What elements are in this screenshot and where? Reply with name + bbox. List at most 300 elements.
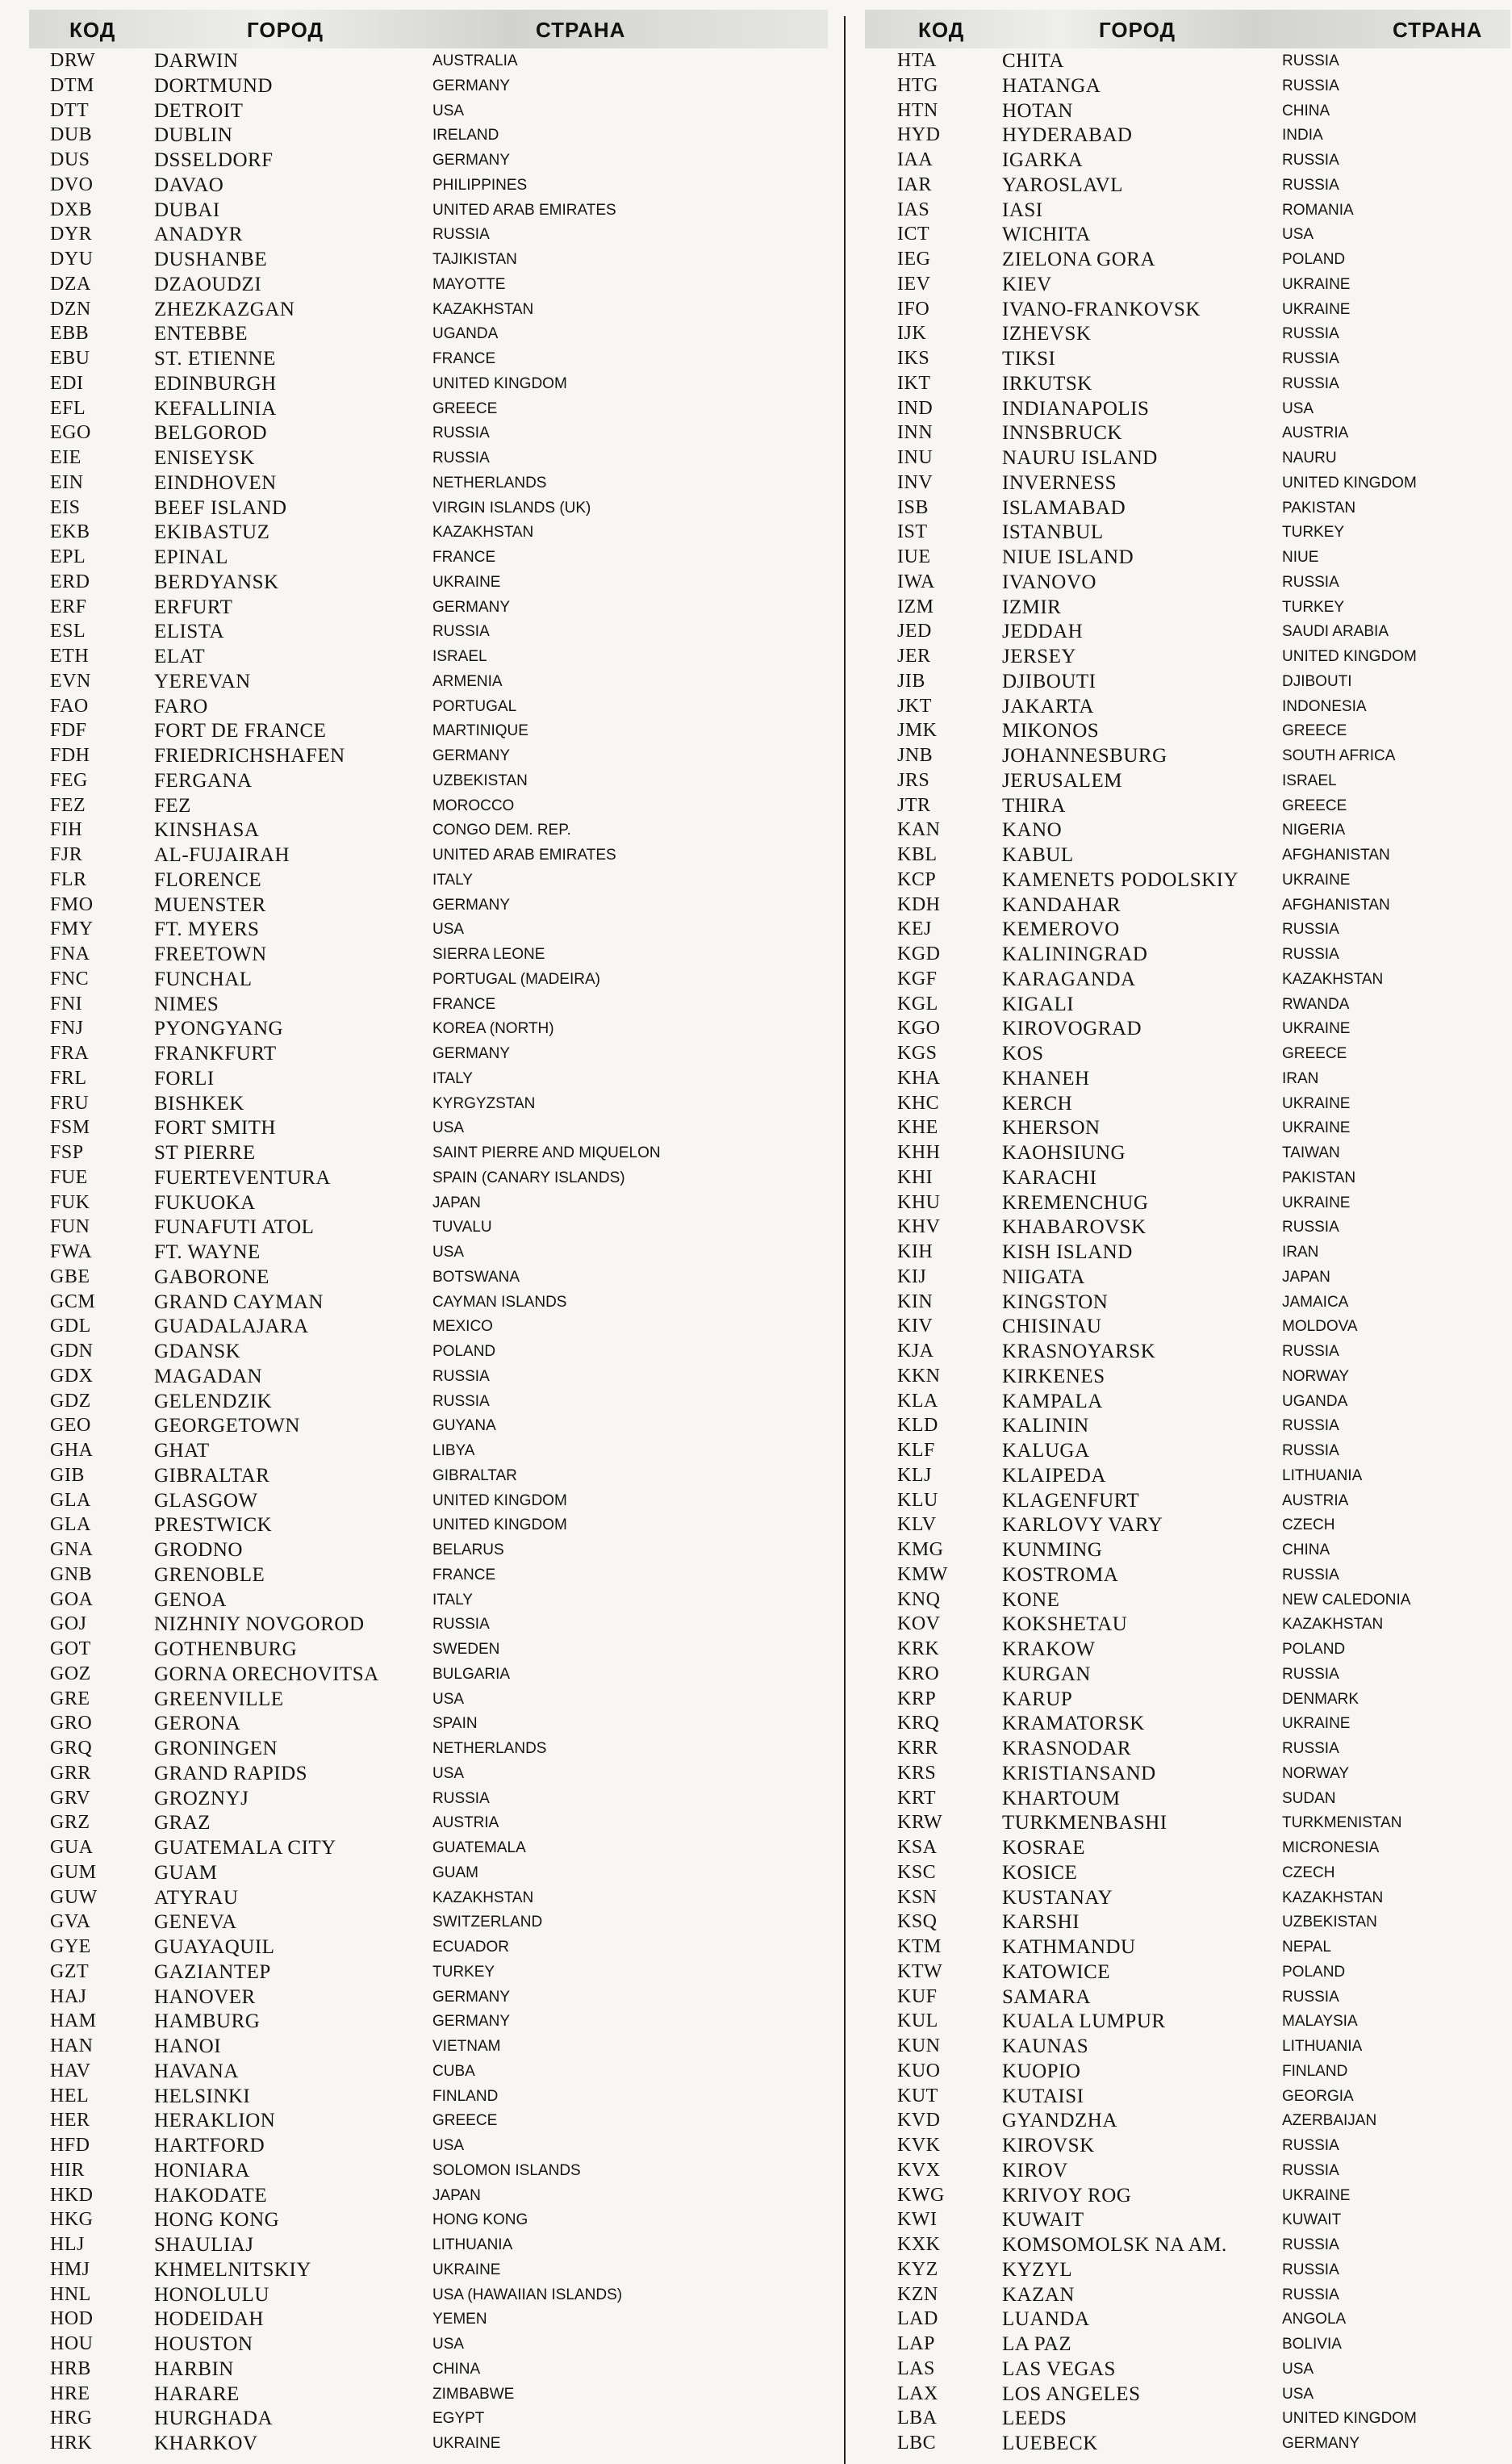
airport-country: USA — [432, 1690, 465, 1708]
airport-country: UKRAINE — [1282, 1094, 1351, 1112]
airport-code: KSA — [897, 1837, 938, 1858]
airport-country: RUSSIA — [1282, 374, 1339, 392]
airport-code: KTW — [897, 1960, 943, 1982]
airport-city: GERONA — [154, 1713, 241, 1735]
airport-city: KUSTANAY — [1002, 1886, 1113, 1909]
airport-country: IRAN — [1282, 1069, 1319, 1087]
airport-city: FLORENCE — [154, 868, 262, 891]
airport-code: FNJ — [50, 1018, 84, 1040]
airport-country: LITHUANIA — [1282, 1466, 1363, 1484]
airport-city: GLASGOW — [154, 1489, 258, 1512]
airport-row — [865, 471, 1510, 496]
airport-city: TURKMENBASHI — [1002, 1812, 1167, 1834]
airport-city: HURGHADA — [154, 2408, 274, 2430]
airport-code: EBB — [50, 323, 90, 345]
airport-city: IRKUTSK — [1002, 372, 1092, 395]
airport-country: GERMANY — [1282, 2435, 1360, 2452]
airport-row — [29, 1438, 828, 1463]
airport-row — [865, 420, 1510, 446]
airport-code: KUF — [897, 1985, 938, 2007]
airport-city: KERCH — [1002, 1092, 1073, 1115]
airport-row — [29, 967, 828, 992]
airport-country: RUSSIA — [1282, 946, 1339, 963]
airport-code: ISB — [897, 496, 929, 518]
airport-code: HFD — [50, 2135, 90, 2156]
airport-country: TAIWAN — [1282, 1144, 1340, 1161]
airport-code: JED — [897, 621, 932, 642]
airport-row — [29, 1736, 828, 1761]
header-city: ГОРОД — [247, 18, 324, 42]
airport-country: NORWAY — [1282, 1367, 1350, 1385]
airport-country: USA — [432, 1244, 465, 1261]
airport-country: CUBA — [432, 2062, 475, 2080]
airport-country: NETHERLANDS — [432, 1740, 547, 1757]
airport-city: ENISEYSK — [154, 447, 255, 469]
airport-city: KOSICE — [1002, 1861, 1078, 1884]
airport-country: ISRAEL — [432, 648, 487, 665]
airport-city: GUAM — [154, 1861, 218, 1884]
airport-country: ITALY — [432, 1069, 473, 1087]
airport-row — [865, 446, 1510, 471]
airport-code: HIR — [50, 2159, 85, 2181]
airport-city: ERFURT — [154, 596, 233, 618]
airport-code: IFO — [897, 298, 930, 320]
airport-code: HAN — [50, 2035, 94, 2056]
airport-row — [865, 1364, 1510, 1389]
airport-country: RUSSIA — [1282, 1566, 1339, 1583]
airport-code: HAV — [50, 2060, 91, 2081]
airport-country: IRAN — [1282, 1244, 1319, 1261]
airport-country: GREECE — [1282, 1045, 1347, 1062]
airport-row — [29, 718, 828, 743]
airport-city: KOSTROMA — [1002, 1563, 1119, 1586]
airport-code: KRO — [897, 1663, 940, 1684]
airport-row — [29, 1091, 828, 1116]
airport-city: MAGADAN — [154, 1365, 263, 1387]
airport-row — [865, 520, 1510, 545]
airport-row — [29, 1662, 828, 1687]
airport-row — [865, 272, 1510, 297]
airport-country: GERMANY — [432, 77, 511, 94]
airport-row — [865, 123, 1510, 148]
airport-city: KARLOVY VARY — [1002, 1514, 1163, 1537]
airport-code: LAX — [897, 2382, 938, 2404]
airport-row — [29, 1537, 828, 1562]
airport-code: EPL — [50, 546, 86, 567]
airport-country: MICRONESIA — [1282, 1839, 1380, 1856]
airport-city: EDINBURGH — [154, 372, 277, 395]
airport-country: HONG KONG — [432, 2211, 528, 2229]
airport-code: GHA — [50, 1440, 94, 1461]
airport-row — [865, 1960, 1510, 1985]
airport-country: DJIBOUTI — [1282, 672, 1352, 690]
airport-city: CHITA — [1002, 50, 1064, 72]
airport-city: GIBRALTAR — [154, 1464, 270, 1487]
airport-code: FDF — [50, 720, 87, 742]
airport-row — [29, 48, 828, 73]
airport-country: ROMANIA — [1282, 201, 1354, 219]
airport-code: DZA — [50, 273, 91, 295]
airport-city: ST PIERRE — [154, 1142, 256, 1164]
airport-row — [865, 2059, 1510, 2084]
airport-code: KVD — [897, 2110, 941, 2131]
airport-city: CHISINAU — [1002, 1316, 1102, 1338]
airport-country: GERMANY — [432, 1988, 511, 2006]
airport-code: FRL — [50, 1067, 87, 1089]
airport-city: KAUNAS — [1002, 2035, 1089, 2057]
airport-city: KIEV — [1002, 273, 1052, 295]
airport-row — [865, 1389, 1510, 1414]
airport-row — [29, 793, 828, 818]
airport-city: KHARKOV — [154, 2433, 258, 2454]
airport-row — [29, 2183, 828, 2208]
airport-country: RUSSIA — [1282, 1343, 1339, 1360]
airport-country: UKRAINE — [1282, 275, 1351, 293]
airport-country: UNITED KINGDOM — [432, 374, 567, 392]
airport-row — [865, 1016, 1510, 1041]
airport-country: MARTINIQUE — [432, 722, 528, 740]
airport-code: KRW — [897, 1812, 943, 1834]
airport-country: MOROCCO — [432, 797, 515, 814]
airport-city: KLAIPEDA — [1002, 1464, 1106, 1487]
airport-row — [865, 1240, 1510, 1265]
airport-city: GORNA ORECHOVITSA — [154, 1663, 379, 1685]
airport-code: KRK — [897, 1638, 940, 1659]
airport-row — [29, 1140, 828, 1165]
airport-country: UZBEKISTAN — [1282, 1914, 1377, 1931]
airport-code: KYZ — [897, 2258, 938, 2280]
airport-city: THIRA — [1002, 794, 1066, 817]
right-airport-list — [865, 48, 1510, 2456]
airport-country: KAZAKHSTAN — [1282, 1889, 1384, 1906]
airport-code: EGO — [50, 422, 91, 444]
airport-code: DVO — [50, 174, 94, 195]
airport-country: GEORGIA — [1282, 2087, 1354, 2105]
airport-row — [865, 1761, 1510, 1786]
airport-code: KLU — [897, 1489, 938, 1511]
airport-city: LA PAZ — [1002, 2333, 1072, 2355]
airport-country: ARMENIA — [432, 672, 503, 690]
airport-country: RUSSIA — [432, 425, 490, 442]
airport-row — [865, 743, 1510, 768]
airport-code: HKD — [50, 2184, 94, 2206]
airport-row — [29, 396, 828, 421]
airport-row — [865, 73, 1510, 98]
airport-city: KUTAISI — [1002, 2085, 1084, 2107]
airport-country: KAZAKHSTAN — [432, 1889, 534, 1906]
airport-code: KSC — [897, 1861, 937, 1883]
airport-city: GRENOBLE — [154, 1563, 265, 1586]
airport-row — [865, 1985, 1510, 2010]
airport-city: DORTMUND — [154, 74, 273, 97]
airport-code: EIS — [50, 496, 81, 518]
airport-country: UNITED ARAB EMIRATES — [432, 201, 616, 219]
airport-code: FUE — [50, 1166, 88, 1188]
airport-country: AFGHANISTAN — [1282, 896, 1390, 914]
airport-row — [29, 1588, 828, 1613]
airport-code: KMG — [897, 1539, 944, 1560]
airport-city: FT. MYERS — [154, 918, 260, 941]
airport-city: FERGANA — [154, 769, 253, 792]
airport-country: UGANDA — [1282, 1392, 1348, 1410]
airport-row — [29, 471, 828, 496]
airport-country: YEMEN — [432, 2311, 487, 2328]
airport-city: HELSINKI — [154, 2085, 251, 2107]
airport-city: GENEVA — [154, 1911, 237, 1934]
airport-row — [29, 768, 828, 793]
airport-city: KHERSON — [1002, 1117, 1101, 1140]
airport-row — [865, 669, 1510, 694]
airport-country: LITHUANIA — [432, 2236, 513, 2253]
airport-code: KVK — [897, 2135, 941, 2156]
airport-city: LEEDS — [1002, 2408, 1067, 2430]
airport-city: KUOPIO — [1002, 2060, 1081, 2082]
airport-code: KHU — [897, 1191, 941, 1213]
airport-city: DARWIN — [154, 50, 239, 72]
airport-code: HRK — [50, 2433, 93, 2454]
airport-row — [865, 1091, 1510, 1116]
airport-row — [865, 644, 1510, 669]
airport-city: IASI — [1002, 199, 1043, 221]
airport-code: KUN — [897, 2035, 941, 2056]
airport-country: PORTUGAL (MADEIRA) — [432, 970, 600, 988]
airport-row — [29, 992, 828, 1017]
airport-row — [29, 1165, 828, 1190]
airport-row — [865, 2307, 1510, 2332]
airport-code: KUL — [897, 2010, 938, 2032]
airport-country: RUSSIA — [432, 1616, 490, 1634]
airport-country: EGYPT — [432, 2410, 485, 2428]
airport-country: AUSTRIA — [432, 1814, 499, 1832]
airport-city: DZAOUDZI — [154, 273, 262, 295]
airport-code: GUW — [50, 1886, 98, 1908]
airport-country: UKRAINE — [1282, 1194, 1351, 1211]
airport-row — [865, 2357, 1510, 2382]
airport-code: HKG — [50, 2209, 94, 2231]
airport-code: KLJ — [897, 1464, 932, 1486]
airport-row — [29, 73, 828, 98]
airport-code: GVA — [50, 1911, 91, 1933]
airport-city: BELGOROD — [154, 422, 268, 445]
airport-code: GDL — [50, 1316, 91, 1337]
airport-city: LOS ANGELES — [1002, 2382, 1141, 2405]
airport-row — [29, 1985, 828, 2010]
header-code: КОД — [69, 18, 116, 42]
airport-row — [29, 2307, 828, 2332]
airport-row — [29, 1314, 828, 1339]
airport-row — [29, 1488, 828, 1513]
airport-code: LAD — [897, 2308, 938, 2330]
airport-country: RUSSIA — [1282, 1740, 1339, 1757]
airport-row — [29, 1512, 828, 1537]
airport-country: SWEDEN — [432, 1641, 500, 1658]
airport-country: USA — [1282, 2360, 1314, 2378]
airport-country: TAJIKISTAN — [432, 251, 517, 268]
airport-city: KISH ISLAND — [1002, 1241, 1133, 1263]
airport-row — [29, 644, 828, 669]
airport-country: RUSSIA — [1282, 2161, 1339, 2179]
airport-city: ATYRAU — [154, 1886, 239, 1909]
airport-row — [865, 2133, 1510, 2158]
airport-code: KUO — [897, 2060, 941, 2081]
airport-city: KARSHI — [1002, 1911, 1080, 1934]
airport-city: GRAZ — [154, 1812, 211, 1834]
airport-code: IAA — [897, 149, 934, 170]
airport-city: GRODNO — [154, 1539, 243, 1561]
airport-code: GRQ — [50, 1738, 93, 1759]
airport-row — [865, 818, 1510, 843]
airport-city: LAS VEGAS — [1002, 2357, 1116, 2380]
airport-country: POLAND — [1282, 1963, 1346, 1981]
airport-row — [29, 2232, 828, 2257]
airport-city: INVERNESS — [1002, 471, 1117, 494]
airport-city: HOTAN — [1002, 99, 1073, 122]
airport-code: GRE — [50, 1688, 90, 1709]
airport-code: GRO — [50, 1713, 93, 1734]
airport-row — [29, 272, 828, 297]
airport-city: YEREVAN — [154, 670, 251, 692]
airport-country: GUATEMALA — [432, 1839, 526, 1856]
airport-row — [29, 2158, 828, 2183]
airport-city: HONG KONG — [154, 2209, 280, 2232]
airport-country: USA — [1282, 226, 1314, 244]
airport-city: FORLI — [154, 1067, 215, 1090]
airport-code: ERF — [50, 596, 87, 617]
airport-row — [29, 1637, 828, 1662]
airport-code: KGF — [897, 968, 938, 989]
airport-row — [29, 1860, 828, 1885]
airport-row — [29, 1761, 828, 1786]
left-airport-list — [29, 48, 828, 2456]
airport-code: FEZ — [50, 794, 86, 816]
airport-city: GAZIANTEP — [154, 1960, 271, 1983]
airport-row — [29, 198, 828, 223]
airport-row — [865, 1810, 1510, 1835]
airport-city: PRESTWICK — [154, 1514, 273, 1537]
airport-country: VIRGIN ISLANDS (UK) — [432, 499, 591, 517]
airport-code: KHH — [897, 1142, 941, 1163]
airport-country: FINLAND — [432, 2087, 499, 2105]
airport-city: DETROIT — [154, 99, 244, 122]
airport-code: HYD — [897, 124, 941, 146]
airport-city: GELENDZIK — [154, 1390, 273, 1412]
airport-city: FUNAFUTI ATOL — [154, 1216, 315, 1239]
airport-city: FRIEDRICHSHAFEN — [154, 745, 345, 767]
airport-code: GDX — [50, 1365, 94, 1387]
airport-code: KWI — [897, 2209, 938, 2231]
airport-code: KIH — [897, 1241, 934, 1262]
airport-row — [865, 2332, 1510, 2357]
airport-city: KHARTOUM — [1002, 1787, 1121, 1809]
airport-code: KRR — [897, 1738, 938, 1759]
airport-city: GOTHENBURG — [154, 1638, 298, 1660]
airport-city: KHANEH — [1002, 1067, 1090, 1090]
airport-row — [29, 1016, 828, 1041]
airport-country: MEXICO — [432, 1318, 493, 1336]
airport-row — [29, 297, 828, 322]
airport-city: KANDAHAR — [1002, 893, 1121, 916]
airport-city: KATOWICE — [1002, 1960, 1111, 1983]
airport-row — [865, 718, 1510, 743]
airport-row — [865, 1215, 1510, 1240]
airport-code: KGO — [897, 1018, 941, 1040]
airport-row — [29, 123, 828, 148]
airport-code: IKT — [897, 372, 931, 394]
airport-code: KRQ — [897, 1713, 940, 1734]
airport-code: KIJ — [897, 1265, 927, 1287]
airport-country: UNITED KINGDOM — [1282, 474, 1417, 492]
airport-city: GUAYAQUIL — [154, 1936, 275, 1958]
airport-code: IKS — [897, 348, 930, 369]
airport-city: HYDERABAD — [1002, 124, 1133, 147]
airport-city: GUADALAJARA — [154, 1316, 309, 1338]
airport-row — [865, 222, 1510, 247]
airport-code: GNB — [50, 1563, 93, 1585]
airport-city: KONE — [1002, 1588, 1060, 1611]
airport-country: NEW CALEDONIA — [1282, 1591, 1411, 1609]
airport-city: NIMES — [154, 993, 219, 1015]
airport-country: UKRAINE — [432, 573, 501, 591]
airport-city: KRASNOYARSK — [1002, 1341, 1156, 1362]
airport-city: KARACHI — [1002, 1166, 1097, 1189]
airport-country: RUSSIA — [1282, 77, 1339, 94]
airport-country: CAYMAN ISLANDS — [432, 1293, 567, 1311]
airport-country: AUSTRALIA — [432, 52, 518, 69]
airport-city: KUWAIT — [1002, 2209, 1084, 2232]
airport-city: KATHMANDU — [1002, 1936, 1136, 1958]
airport-city: KEMEROVO — [1002, 918, 1120, 941]
airport-city: HODEIDAH — [154, 2308, 264, 2331]
airport-code: KHV — [897, 1216, 941, 1238]
airport-row — [29, 371, 828, 396]
airport-code: KHA — [897, 1067, 941, 1089]
airport-country: GREECE — [1282, 722, 1347, 740]
airport-city: PYONGYANG — [154, 1018, 284, 1040]
airport-code: INN — [897, 422, 934, 444]
airport-code: FRA — [50, 1043, 90, 1064]
airport-country: SUDAN — [1282, 1789, 1336, 1807]
airport-city: HONIARA — [154, 2159, 250, 2182]
airport-country: UKRAINE — [1282, 2186, 1351, 2204]
airport-row — [29, 1960, 828, 1985]
airport-country: ITALY — [432, 1591, 473, 1609]
airport-city: FUKUOKA — [154, 1191, 256, 1214]
airport-country: RUSSIA — [1282, 52, 1339, 69]
airport-code: HTN — [897, 99, 938, 121]
airport-row — [865, 2431, 1510, 2456]
airport-country: GERMANY — [432, 152, 511, 169]
airport-row — [865, 2406, 1510, 2431]
airport-row — [29, 595, 828, 620]
airport-country: PHILIPPINES — [432, 176, 528, 194]
airport-row — [29, 1885, 828, 1910]
airport-country: MAYOTTE — [432, 275, 506, 293]
airport-country: UKRAINE — [1282, 871, 1351, 889]
airport-row — [865, 1290, 1510, 1315]
airport-country: INDIA — [1282, 127, 1323, 144]
airport-code: EFL — [50, 397, 86, 419]
airport-row — [29, 1463, 828, 1488]
airport-row — [29, 743, 828, 768]
airport-city: HAMBURG — [154, 2010, 261, 2033]
airport-city: KARAGANDA — [1002, 968, 1136, 990]
airport-row — [29, 2059, 828, 2084]
airport-code: HOU — [50, 2333, 94, 2354]
airport-row — [865, 1835, 1510, 1860]
airport-city: KURGAN — [1002, 1663, 1091, 1685]
airport-row — [865, 843, 1510, 868]
airport-code: KTM — [897, 1936, 942, 1957]
